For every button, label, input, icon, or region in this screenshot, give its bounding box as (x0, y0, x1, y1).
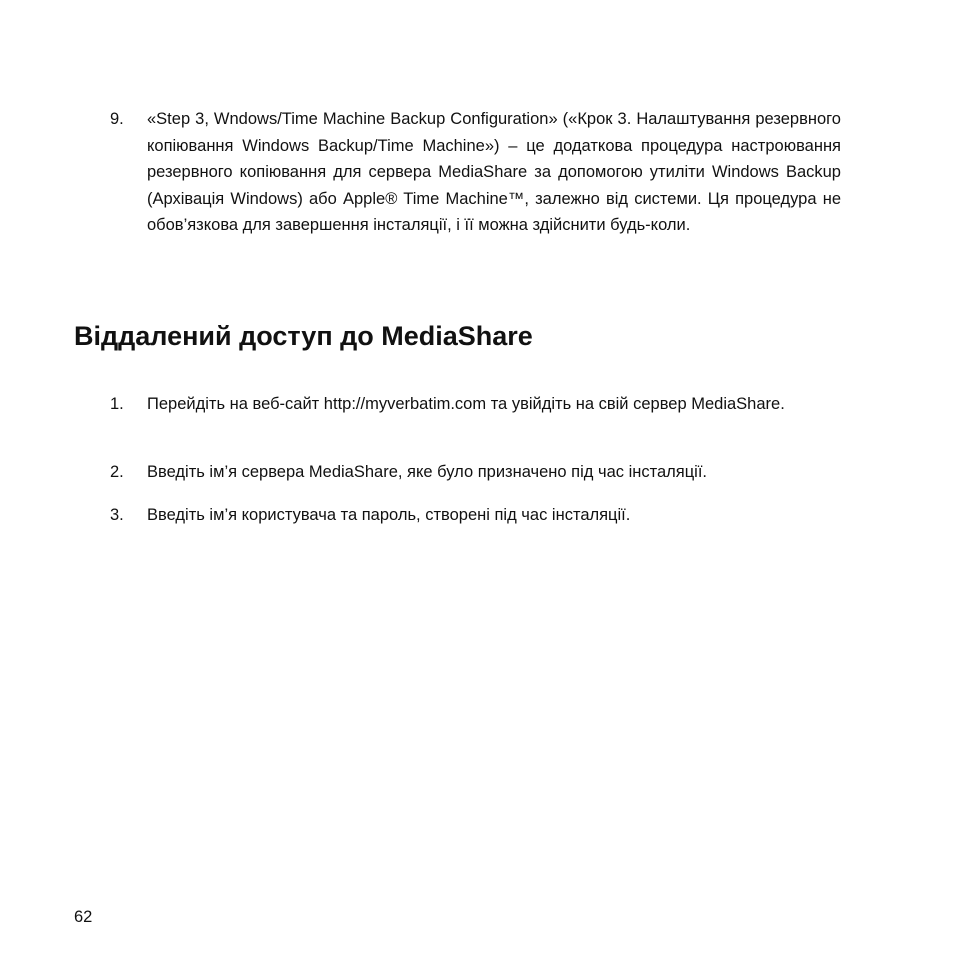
list-item-3 (110, 502, 841, 529)
list-item-text: Введіть ім’я користувача та пароль, створені під час інсталяції. (147, 506, 631, 524)
list-item-1 (110, 391, 841, 418)
list-item-text: Перейдіть на веб-сайт http://myverbatim.com та увійдіть на свій сервер MediaShare. (147, 395, 785, 413)
list-item-number: 3. (110, 506, 124, 524)
section-heading: Віддалений доступ до MediaShare (74, 321, 533, 351)
list-item-9 (110, 106, 841, 239)
list-item-number: 1. (110, 395, 124, 413)
list-item-number: 9. (110, 110, 124, 128)
list-item-number: 2. (110, 463, 124, 481)
list-item-text: Введіть ім’я сервера MediaShare, яке було призначено під час інсталяції. (147, 463, 708, 481)
page-number: 62 (74, 908, 93, 926)
list-item-2 (110, 459, 841, 486)
list-item-text: «Step 3, Wndows/Time Machine Backup Configuration» («Крок 3. Налаштування резервного копіювання Windows Backup/Time Machine») – це додаткова процедура настроювання резервного копіювання для сервера MediaShare за допомогою утиліти Windows Backup (Архівація Windows) або Apple® Time Machine™, залежно від системи. Ця процедура не обов’язкова для завершення інсталяції, і її можна здійснити будь-коли. (147, 110, 841, 234)
